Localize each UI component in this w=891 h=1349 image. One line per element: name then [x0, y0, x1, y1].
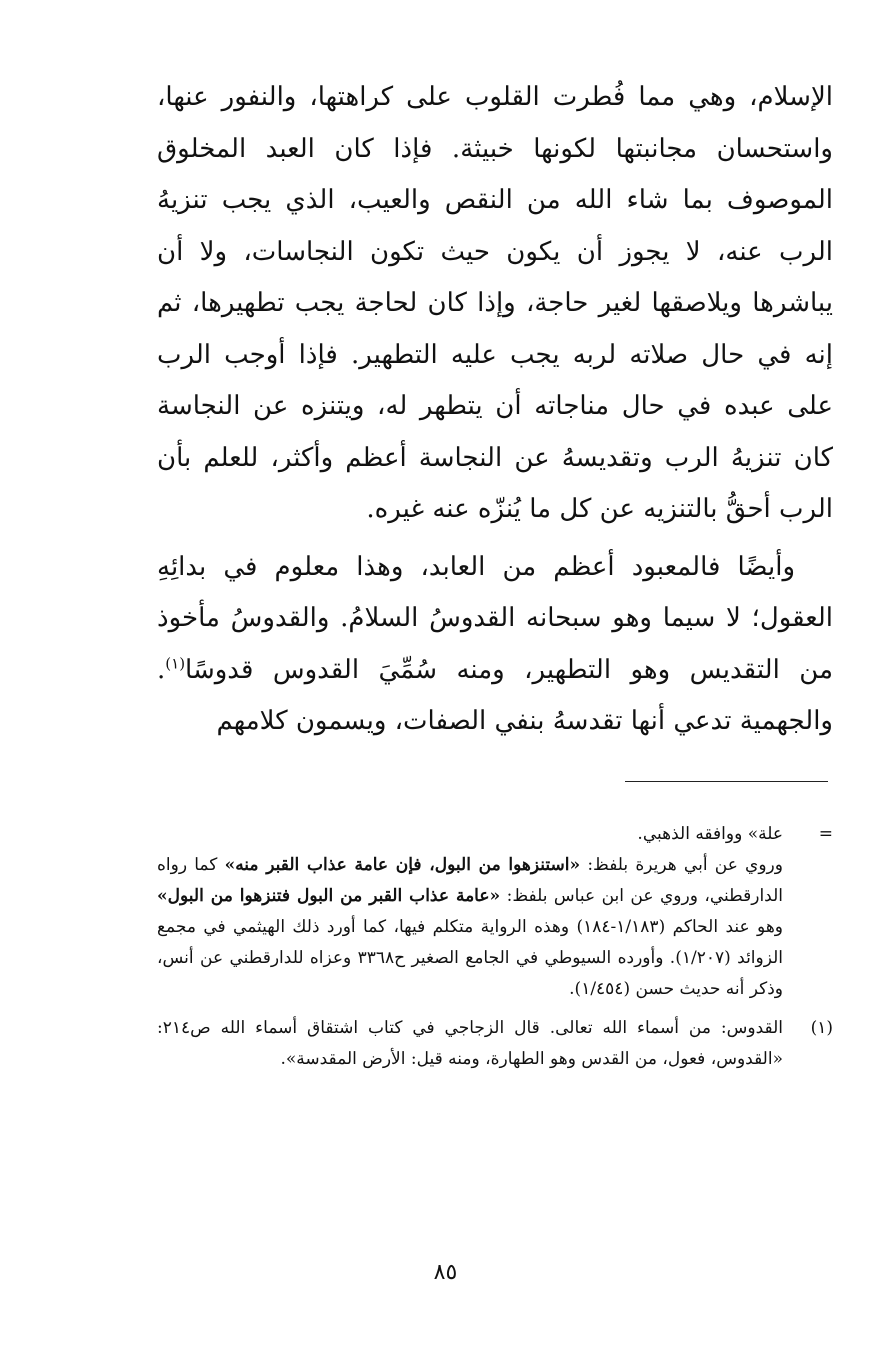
paragraph-1: الإسلام، وهي مما فُطرت القلوب على كراهتها، والنفور عنها، واستحسان مجانبتها لكونها خبيثة. فإذا كان العبد المخلوق الموصوف بما شاء الله من النقص والعيب، الذي يجب تنزيهُ الرب عنه، لا يجوز أن يكون حيث تكون النجاسات، ولا أن يباشرها ويلاصقها لغير حاجة، وإذا كان لحاجة يجب تطهيرها، ثم إنه في حال صلاته لربه يجب عليه التطهير. فإذا أوجب الرب على عبده في حال مناجاته أن يتطهر له، ويتنزه عن النجاسة كان تنزيهُ الرب وتقديسهُ عن النجاسة أعظم وأكثر، للعلم بأن الرب أحقُّ بالتنزيه عن كل ما يُنزّه عنه غيره. — [157, 82, 833, 524]
continuation-text-3: وهو عند الحاكم (١/١٨٣-١٨٤) وهذه الرواية متكلم فيها، كما أورد ذلك الهيثمي في مجمع الزوائد (١/٢٠٧). وأورده السيوطي في الجامع الصغير ح٣٣٦٨ وعزاه للدارقطني عن أنس، وذكر أنه حديث حسن (١/٤٥٤). — [157, 917, 784, 999]
footnotes — [157, 819, 833, 1075]
footnote-separator — [625, 781, 828, 782]
continuation-body — [157, 850, 783, 1005]
paragraph-2-continuation: . والجهمية تدعي أنها تقدسهُ بنفي الصفات، ويسمون كلامهم — [157, 654, 833, 736]
footnote-continuation — [157, 819, 833, 1005]
hadith-quote-2: «عامة عذاب القبر من البول فتنزهوا من البول» — [157, 886, 501, 906]
page-number: ٨٥ — [433, 1260, 458, 1285]
continuation-line-1: علة» ووافقه الذهبي. — [637, 824, 783, 844]
footnote-1-marker: (١) — [810, 1018, 833, 1038]
continuation-text-1: وروي عن أبي هريرة بلفظ: — [580, 855, 783, 875]
paragraph-2 — [157, 542, 833, 748]
footnote-1-text: القدوس: من أسماء الله تعالى. قال الزجاجي في كتاب اشتقاق أسماء الله ص٢١٤: «القدوس، فعول، من القدس وهو الطهارة، ومنه قيل: الأرض المقدسة». — [157, 1018, 783, 1069]
paragraph-2-text: وأيضًا فالمعبود أعظم من العابد، وهذا معلوم في بدائِهِ العقول؛ لا سيما وهو سبحانه القدوسُ السلامُ. والقدوسُ مأخوذ من التقديس وهو التطهير، ومنه سُمِّيَ القدوس قدوسًا — [157, 551, 833, 685]
main-text — [157, 72, 833, 748]
continuation-text-2: كما رواه الدارقطني، وروي عن ابن عباس بلفظ: — [157, 855, 783, 906]
continuation-marker: = — [818, 824, 833, 844]
footnote-reference-1[interactable]: (١) — [165, 653, 186, 672]
footnote-1 — [157, 1013, 833, 1075]
hadith-quote-1: «استنزهوا من البول، فإن عامة عذاب القبر منه» — [224, 855, 581, 875]
